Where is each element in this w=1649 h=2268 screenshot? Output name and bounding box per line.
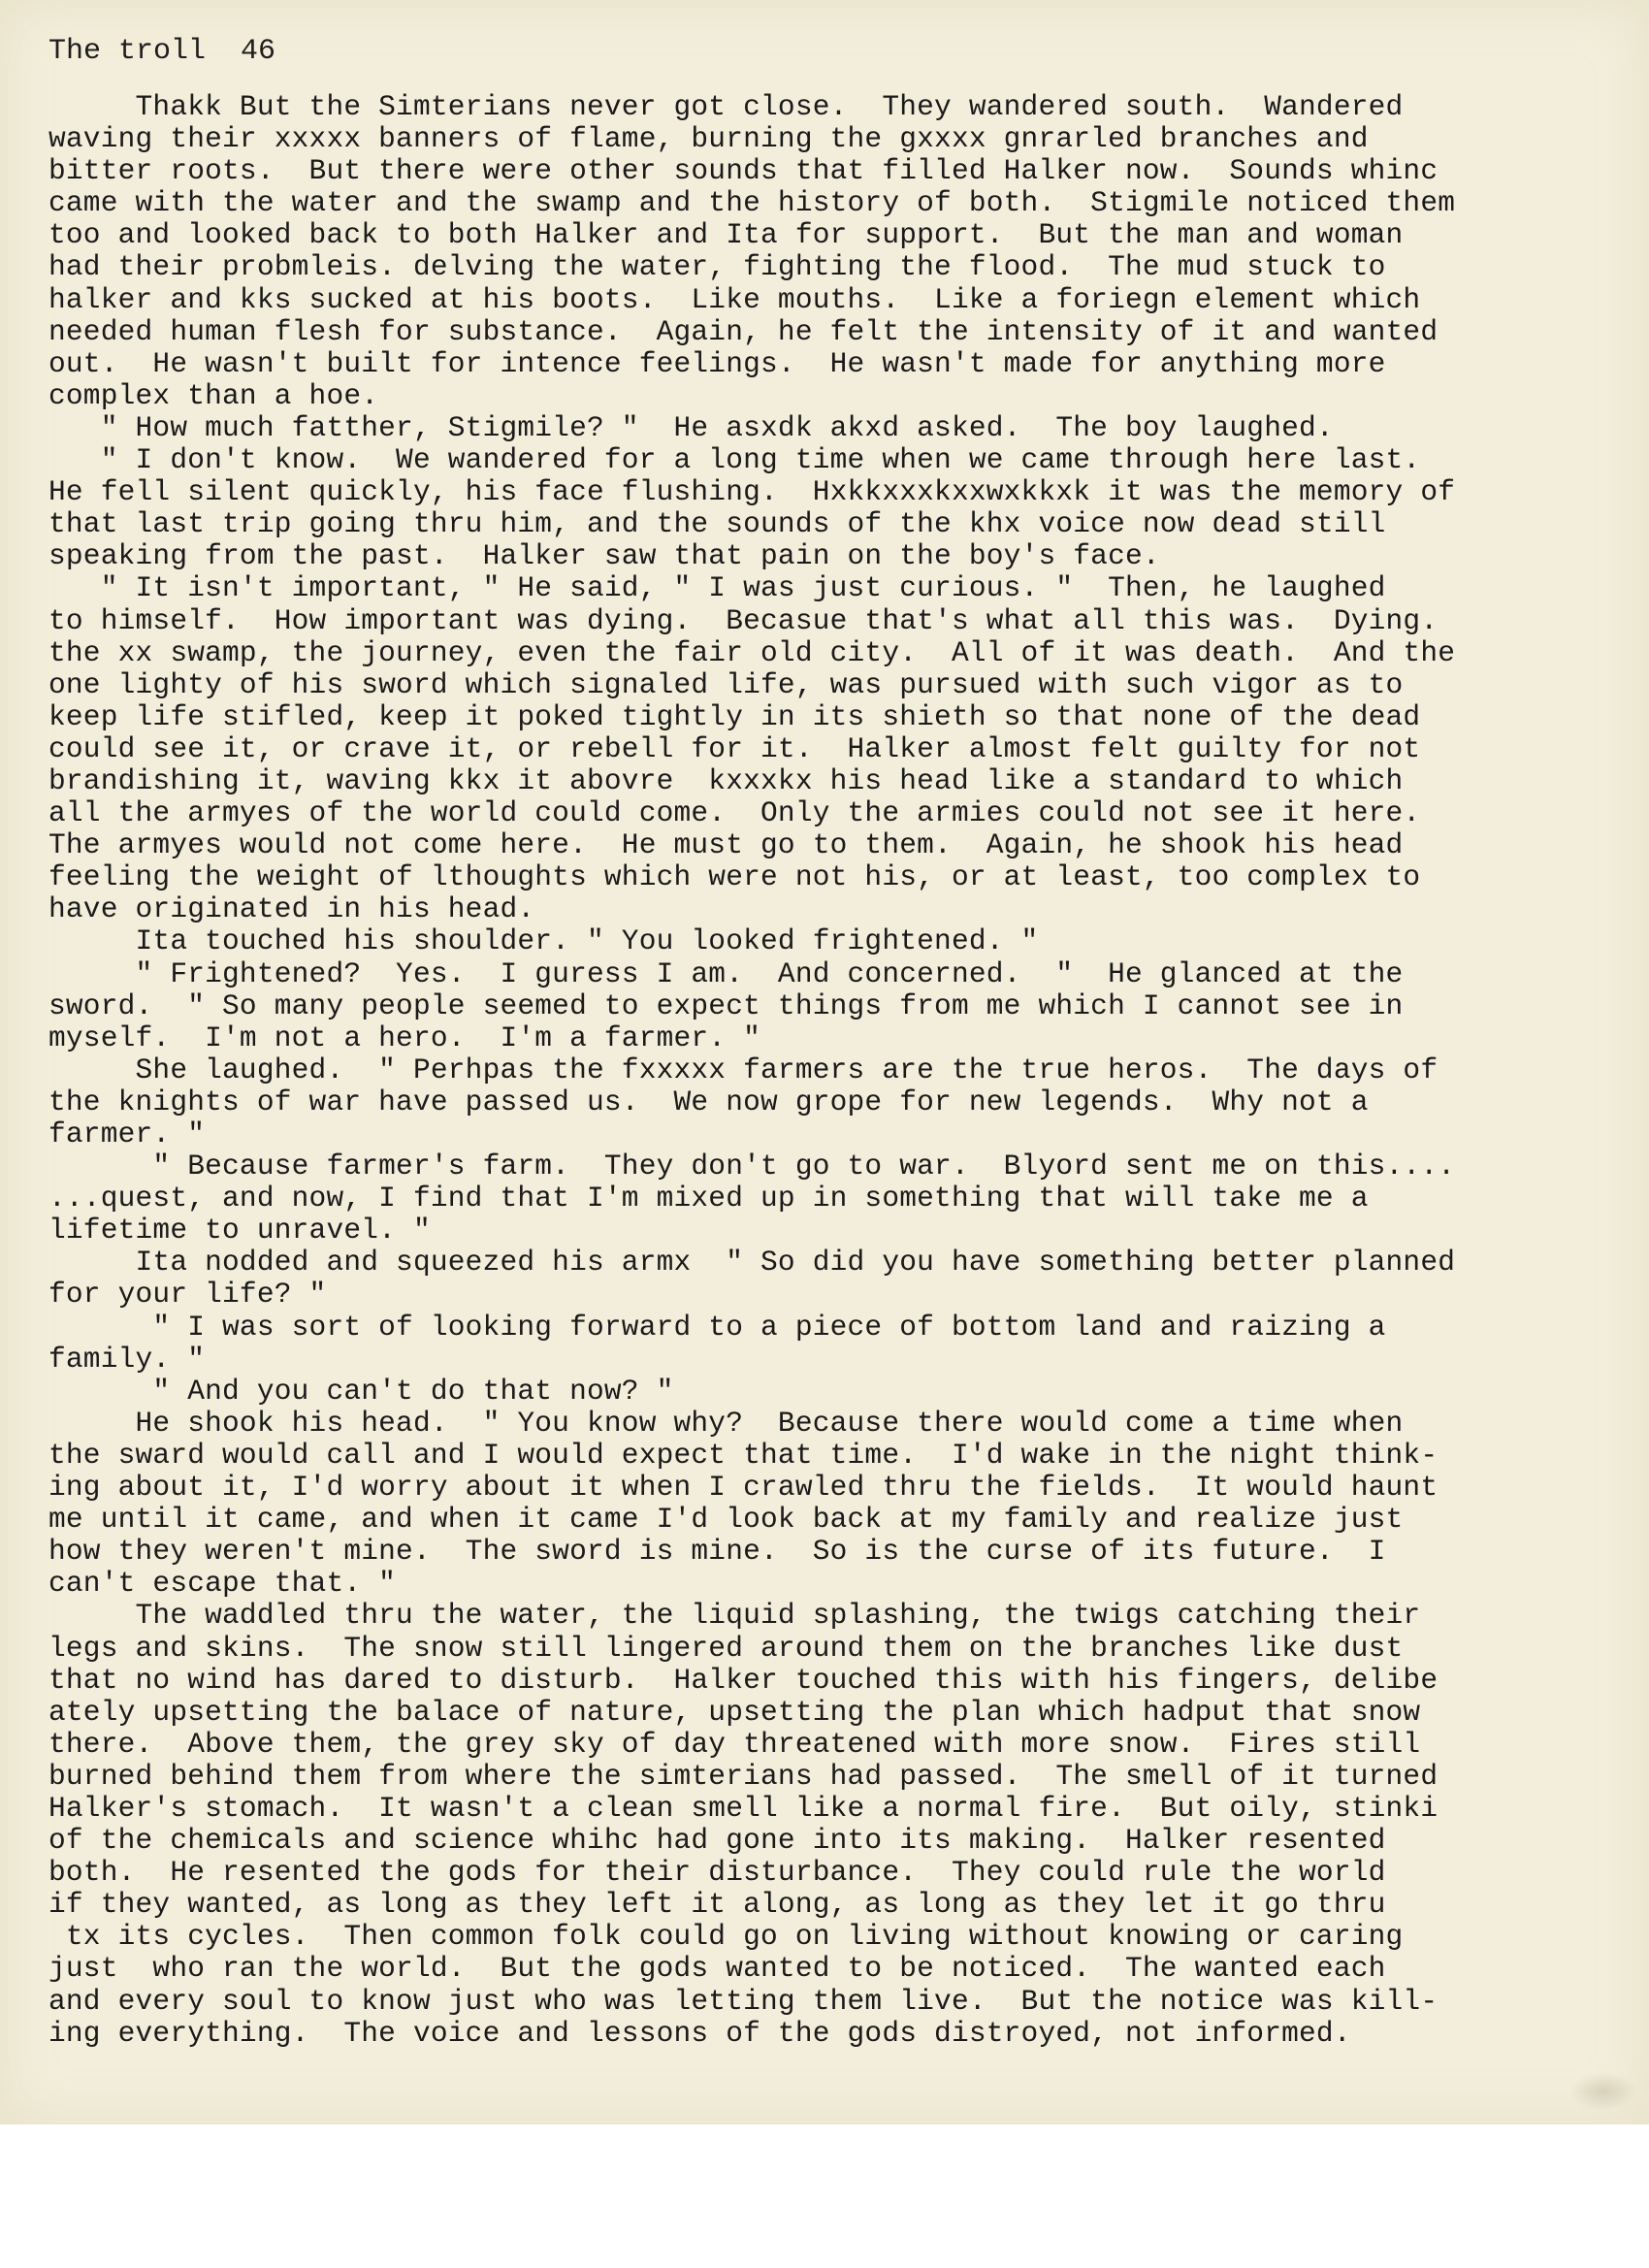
manuscript-line: burned behind them from where the simterians had passed. The smell of it turned bbox=[48, 1759, 1439, 1793]
manuscript-line: She laughed. " Perhpas the fxxxxx farmers are the true heros. The days of bbox=[48, 1053, 1439, 1086]
manuscript-line: myself. I'm not a hero. I'm a farmer. " bbox=[48, 1021, 761, 1054]
manuscript-line: " I was sort of looking forward to a piece of bottom land and raizing a bbox=[48, 1310, 1386, 1344]
manuscript-line: that no wind has dared to disturb. Halker touched this with his fingers, delibe bbox=[48, 1663, 1439, 1697]
manuscript-line: He shook his head. " You know why? Because there would come a time when bbox=[48, 1406, 1404, 1440]
manuscript-line: both. He resented the gods for their disturbance. They could rule the world bbox=[48, 1856, 1386, 1890]
manuscript-line: waving their xxxxx banners of flame, burning the gxxxx gnrarled branches and bbox=[48, 122, 1369, 156]
manuscript-line: lifetime to unravel. " bbox=[48, 1214, 431, 1247]
manuscript-line: speaking from the past. Halker saw that pain on the boy's face. bbox=[48, 539, 1160, 573]
manuscript-line: can't escape that. " bbox=[48, 1567, 397, 1601]
manuscript-line: halker and kks sucked at his boots. Like mouths. Like a foriegn element which bbox=[48, 282, 1421, 316]
manuscript-line: could see it, or crave it, or rebell for it. Halker almost felt guilty for not bbox=[48, 731, 1421, 765]
manuscript-line: brandishing it, waving kkx it abovre kxxxkx his head like a standard to which bbox=[48, 763, 1404, 797]
manuscript-line: had their probmleis. delving the water, fighting the flood. The mud stuck to bbox=[48, 250, 1386, 284]
manuscript-line: came with the water and the swamp and the history of both. Stigmile noticed them bbox=[48, 186, 1456, 220]
manuscript-line: one lighty of his sword which signaled life, was pursued with such vigor as to bbox=[48, 667, 1404, 701]
manuscript-line: the knights of war have passed us. We now grope for new legends. Why not a bbox=[48, 1085, 1369, 1118]
manuscript-line: too and looked back to both Halker and Ita for support. But the man and woman bbox=[48, 218, 1404, 252]
manuscript-line: The waddled thru the water, the liquid splashing, the twigs catching their bbox=[48, 1599, 1421, 1633]
manuscript-line: needed human flesh for substance. Again, he felt the intensity of it and wanted bbox=[48, 314, 1439, 348]
manuscript-line: complex than a hoe. bbox=[48, 378, 379, 412]
page-header: The troll 46 bbox=[48, 35, 276, 68]
manuscript-line: " It isn't important, " He said, " I was just curious. " Then, he laughed bbox=[48, 571, 1386, 605]
manuscript-line: ately upsetting the balace of nature, upsetting the plan which hadput that snow bbox=[48, 1695, 1421, 1729]
manuscript-line: all the armyes of the world could come. Only the armies could not see it here. bbox=[48, 796, 1421, 830]
manuscript-line: " I don't know. We wandered for a long time when we came through here last. bbox=[48, 443, 1421, 477]
manuscript-line: He fell silent quickly, his face flushing. Hxkkxxxkxxwxkkxk it was the memory of bbox=[48, 475, 1456, 509]
manuscript-line: Ita nodded and squeezed his armx " So did you have something better planned bbox=[48, 1246, 1456, 1280]
manuscript-line: there. Above them, the grey sky of day threatened with more snow. Fires still bbox=[48, 1727, 1421, 1761]
manuscript-line: how they weren't mine. The sword is mine. So is the curse of its future. I bbox=[48, 1535, 1386, 1569]
manuscript-line: farmer. " bbox=[48, 1118, 206, 1150]
manuscript-line: of the chemicals and science whihc had gone into its making. Halker resented bbox=[48, 1824, 1386, 1858]
manuscript-line: Halker's stomach. It wasn't a clean smell like a normal fire. But oily, stinki bbox=[48, 1791, 1439, 1825]
manuscript-line: ing about it, I'd worry about it when I crawled thru the fields. It would haunt bbox=[48, 1471, 1439, 1505]
manuscript-line: Thakk But the Simterians never got close. They wandered south. Wandered bbox=[48, 90, 1404, 123]
manuscript-line: for your life? " bbox=[48, 1278, 327, 1312]
manuscript-line: have originated in his head. bbox=[48, 892, 535, 926]
manuscript-line: keep life stifled, keep it poked tightly in its shieth so that none of the dead bbox=[48, 699, 1421, 733]
manuscript-line: " Frightened? Yes. I guress I am. And concerned. " He glanced at the bbox=[48, 956, 1404, 990]
paper-stain bbox=[1569, 2072, 1637, 2111]
manuscript-line: Ita touched his shoulder. " You looked frightened. " bbox=[48, 924, 1039, 958]
manuscript-line: out. He wasn't built for intence feelings. He wasn't made for anything more bbox=[48, 346, 1386, 380]
manuscript-line: to himself. How important was dying. Becasue that's what all this was. Dying. bbox=[48, 603, 1439, 637]
manuscript-line: legs and skins. The snow still lingered around them on the branches like dust bbox=[48, 1631, 1404, 1665]
manuscript-line: ...quest, and now, I find that I'm mixed up in something that will take me a bbox=[48, 1182, 1369, 1215]
manuscript-line: the xx swamp, the journey, even the fair old city. All of it was death. And the bbox=[48, 635, 1456, 669]
manuscript-line: bitter roots. But there were other sounds that filled Halker now. Sounds whinc bbox=[48, 154, 1439, 188]
manuscript-line: me until it came, and when it came I'd look back at my family and realize just bbox=[48, 1503, 1404, 1537]
manuscript-line: just who ran the world. But the gods wanted to be noticed. The wanted each bbox=[48, 1952, 1386, 1986]
manuscript-line: family. " bbox=[48, 1342, 206, 1376]
manuscript-line: " And you can't do that now? " bbox=[48, 1374, 674, 1408]
manuscript-line: feeling the weight of lthoughts which were not his, or at least, too complex to bbox=[48, 860, 1421, 894]
manuscript-line: " Because farmer's farm. They don't go to war. Blyord sent me on this.... bbox=[48, 1150, 1456, 1183]
manuscript-line: and every soul to know just who was letting them live. But the notice was kill- bbox=[48, 1984, 1439, 2018]
manuscript-line: " How much fatther, Stigmile? " He asxdk akxd asked. The boy laughed. bbox=[48, 410, 1334, 444]
manuscript-line: if they wanted, as long as they left it along, as long as they let it go thru bbox=[48, 1888, 1386, 1922]
manuscript-line: ing everything. The voice and lessons of the gods distroyed, not informed. bbox=[48, 2016, 1351, 2050]
manuscript-line: sword. " So many people seemed to expect things from me which I cannot see in bbox=[48, 988, 1404, 1022]
manuscript-line: that last trip going thru him, and the sounds of the khx voice now dead still bbox=[48, 507, 1386, 541]
manuscript-line: tx its cycles. Then common folk could go on living without knowing or caring bbox=[48, 1920, 1404, 1954]
manuscript-body bbox=[48, 91, 1639, 2050]
manuscript-line: the sward would call and I would expect that time. I'd wake in the night think- bbox=[48, 1438, 1439, 1472]
manuscript-line: The armyes would not come here. He must go to them. Again, he shook his head bbox=[48, 828, 1404, 862]
